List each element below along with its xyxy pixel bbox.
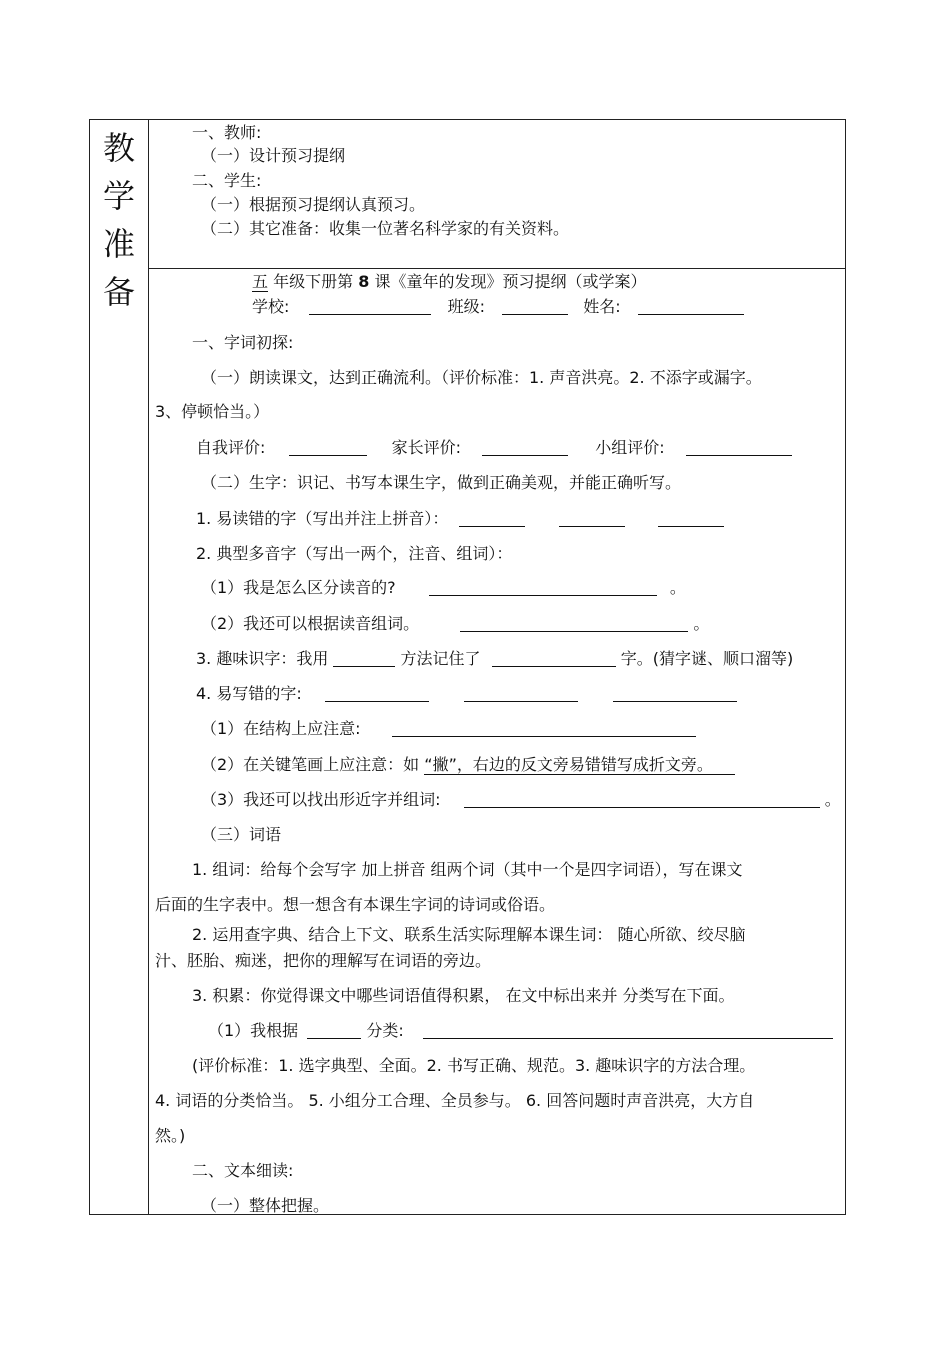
- classify-line: [208, 1021, 833, 1041]
- miswritten-blank-2[interactable]: [464, 685, 578, 702]
- similar-chars-line: [201, 790, 841, 810]
- student-info-line: [252, 297, 744, 317]
- evaluation-line: [196, 438, 792, 458]
- period: 。: [693, 614, 710, 633]
- column-divider: [148, 120, 149, 1214]
- classify-blank[interactable]: [423, 1022, 833, 1039]
- structure-note-blank[interactable]: [392, 720, 696, 737]
- word-task-1-cont: 后面的生字表中。想一想含有本课生字词的诗词或俗语。: [155, 895, 556, 914]
- grade-fill: 五: [252, 272, 269, 291]
- label-char: 学: [102, 177, 135, 215]
- label-char: 教: [102, 129, 135, 167]
- parent-eval-blank[interactable]: [482, 439, 568, 456]
- self-eval-blank[interactable]: [289, 439, 367, 456]
- misread-chars-label: 1. 易读错的字（写出并注上拼音）：: [196, 509, 449, 528]
- class-blank[interactable]: [502, 298, 568, 315]
- miswritten-chars-label: 4. 易写错的字:: [196, 684, 302, 703]
- outline-title: [252, 272, 646, 292]
- character-blank[interactable]: [492, 650, 616, 667]
- self-eval-label: 自我评价:: [196, 438, 266, 457]
- stroke-note-label: （2）在关键笔画上应注意：如: [201, 755, 420, 774]
- evaluation-criteria-2: 4. 词语的分类恰当。 5. 小组分工合理、全员参与。 6. 回答问题时声音洪亮，大方自: [155, 1091, 755, 1110]
- overall-grasp: （一）整体把握。: [201, 1196, 330, 1215]
- miswritten-blank-3[interactable]: [613, 685, 737, 702]
- polyphonic-q1: （1）我是怎么区分读音的?: [201, 578, 396, 597]
- prep-teacher-heading: 一、教师:: [192, 123, 262, 142]
- word-task-3: 3. 积累：你觉得课文中哪些词语值得积累， 在文中标出来并 分类写在下面。: [192, 986, 735, 1005]
- prep-student-heading: 二、学生:: [192, 171, 262, 190]
- stroke-note-answer: “撇”，右边的反文旁易错错写成折文旁。: [424, 755, 735, 775]
- row-divider: [148, 268, 845, 269]
- method-blank[interactable]: [333, 650, 395, 667]
- polyphonic-q2: （2）我还可以根据读音组词。: [201, 614, 420, 633]
- school-blank[interactable]: [309, 298, 431, 315]
- word-task-2-cont: 汁、胚胎、痴迷，把你的理解写在词语的旁边。: [155, 951, 492, 970]
- evaluation-criteria-3: 然。): [155, 1126, 186, 1145]
- structure-note-line: [201, 719, 696, 739]
- polyphonic-q1-line: [201, 578, 686, 598]
- class-label: 班级:: [447, 297, 485, 316]
- fun-literacy-line: [196, 649, 793, 669]
- group-eval-label: 小组评价:: [595, 438, 665, 457]
- name-label: 姓名:: [583, 297, 621, 316]
- prep-teacher-item: （一）设计预习提纲: [201, 146, 346, 165]
- section-1-heading: 一、字词初探:: [192, 333, 294, 352]
- word-task-1: 1. 组词：给每个会写字 加上拼音 组两个词（其中一个是四字词语），写在课文: [192, 860, 743, 879]
- polyphonic-q2-line: [201, 614, 709, 634]
- title-part: 年级下册第: [273, 272, 354, 291]
- classify-label-b: 分类:: [366, 1021, 404, 1040]
- fun-literacy-b: 方法记住了: [400, 649, 481, 668]
- polyphonic-heading: 2. 典型多音字（写出一两个，注音、组词）：: [196, 544, 513, 563]
- prep-student-item-1: （一）根据预习提纲认真预习。: [201, 195, 426, 214]
- section-2-heading: 二、文本细读:: [192, 1161, 294, 1180]
- new-chars-heading: （二）生字：识记、书写本课生字，做到正确美观，并能正确听写。: [201, 473, 682, 492]
- classify-label: （1）我根据: [208, 1021, 299, 1040]
- word-task-2: 2. 运用查字典、结合上下文、联系生活实际理解本课生词： 随心所欲、绞尽脑: [192, 925, 746, 944]
- title-part: 课《童年的发现》预习提纲（或学案）: [374, 272, 647, 291]
- read-aloud-line: （一）朗读课文，达到正确流利。（评价标准：1. 声音洪亮。2. 不添字或漏字。: [201, 368, 762, 387]
- misread-chars-line: [196, 509, 724, 529]
- label-char: 准: [102, 225, 135, 263]
- misread-blank-3[interactable]: [658, 510, 724, 527]
- similar-chars-label: （3）我还可以找出形近字并组词:: [201, 790, 441, 809]
- period: 。: [824, 790, 841, 809]
- polyphonic-q2-blank[interactable]: [460, 615, 688, 632]
- structure-note-label: （1）在结构上应注意:: [201, 719, 361, 738]
- period: 。: [669, 578, 686, 597]
- group-eval-blank[interactable]: [686, 439, 792, 456]
- lesson-number: 8: [358, 272, 370, 291]
- misread-blank-2[interactable]: [559, 510, 625, 527]
- evaluation-criteria-1: (评价标准：1. 选字典型、全面。2. 书写正确、规范。3. 趣味识字的方法合理。: [192, 1056, 756, 1075]
- teaching-preparation-label: [90, 124, 148, 316]
- classify-basis-blank[interactable]: [307, 1022, 361, 1039]
- similar-chars-blank[interactable]: [464, 791, 820, 808]
- parent-eval-label: 家长评价:: [391, 438, 461, 457]
- miswritten-blank-1[interactable]: [325, 685, 429, 702]
- prep-student-item-2: （二）其它准备：收集一位著名科学家的有关资料。: [201, 219, 570, 238]
- polyphonic-q1-blank[interactable]: [429, 579, 657, 596]
- label-char: 备: [102, 273, 135, 311]
- school-label: 学校:: [252, 297, 290, 316]
- read-aloud-line-cont: 3、停顿恰当。）: [155, 402, 270, 421]
- misread-blank-1[interactable]: [459, 510, 525, 527]
- name-blank[interactable]: [638, 298, 744, 315]
- miswritten-chars-line: [196, 684, 737, 704]
- fun-literacy-a: 3. 趣味识字：我用: [196, 649, 329, 668]
- stroke-note-line: [201, 755, 735, 775]
- words-heading: （三）词语: [201, 825, 282, 844]
- fun-literacy-c: 字。(猜字谜、顺口溜等): [620, 649, 794, 668]
